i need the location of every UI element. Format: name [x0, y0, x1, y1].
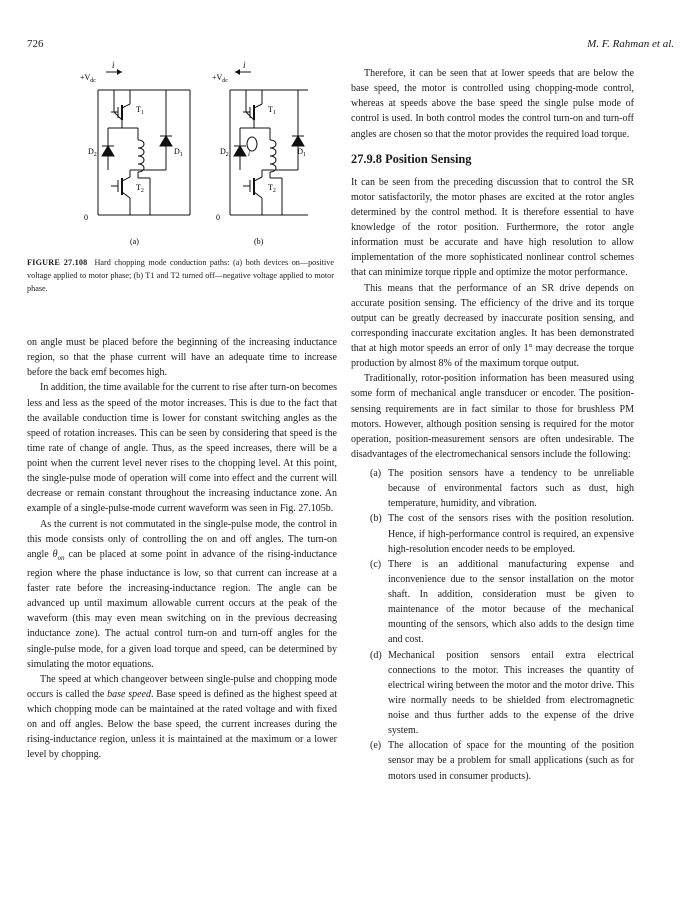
t2-label-b: T	[268, 183, 273, 192]
left-column	[27, 335, 337, 763]
left-paragraph-3: As the current is not commutated in the single-pulse mode, the control in this mode consists only of controlling the on and off angles. The turn-on angle $\theta_{on}$ can be placed at some point in advance of the rising-inductance region where the phase inductance is low, so that current can increase at a faster rate before the increasing-inductance region. The angle can be advanced up until maximum allowable current occurs at the peak of the waveform (this may even mean switching on in the previous decreasing inductance zone). The actual control turn-on and turn-off angles for the single-pulse mode, for a given load torque and speed, can be determined by simulating the motor equations.	[27, 518, 337, 670]
svg-text:+Vdc: $+V_{dc}$	[80, 73, 96, 84]
right-paragraph-3: This means that the performance of an SR drive depends on accurate position sensing. The efficiency of the drive and its torque output can be greatly decreased by inaccurate position sensing, and corresponding inaccurate excitation angles. It has been demonstrated that at high motor speeds an error of only 1° may decrease the torque production by almost 8% of the maximum torque output.	[351, 282, 634, 370]
theta-on-symbol: $\theta_{on}$	[52, 548, 65, 562]
d2-label-b: D	[220, 147, 226, 156]
svg-text:T2: $T_2$	[268, 183, 276, 194]
running-head: M. F. Rahman et al.	[587, 38, 674, 50]
left-paragraph-2: In addition, the time available for the current to rise after turn-on becomes less and less as the speed of the motor increases. This is due to the fact that the available conduction time is lower for constant switching angles as the speed of rotation increases. This can be seen by considering that speed is the time rate of change of angle. Thus, as the speed increases, there will be a point when the current level never rises to the chopping level. At this point, the single-pulse mode of operation will come into effect and the current will decrease or remain constant throughout the increasing inductance zone. An example of a single-pulse-mode current waveform was seen in Fig. 27.105b.	[27, 382, 337, 515]
d1-label-a: D	[174, 147, 180, 156]
phase-current-label: i	[248, 150, 250, 158]
right-paragraph-2: It can be seen from the preceding discussion that to control the SR motor satisfactorily, the motor phases are excited at the rotor angles determined by the control method. It is therefore essential to have knowledge of the rotor position. Furthermore, the rotor angle information must be accurate and have high resolution to allow implementation of the more sophisticated nonlinear control schemes that can minimize torque ripple and optimize the motor performance.	[351, 176, 634, 279]
zero-label-b: 0	[216, 213, 220, 222]
svg-text:D1: $D_1$	[174, 147, 183, 158]
list-item: (a) The position sensors have a tendency to be unreliable because of environmental factors such as dust, high temperature, humidity, and vibration.	[370, 468, 634, 510]
svg-text:D2: $D_2$	[220, 147, 229, 158]
circuit-figure	[78, 60, 308, 250]
current-label-b: i	[243, 60, 246, 70]
vdc-label-a: +V	[80, 73, 91, 82]
panel-a-label: (a)	[130, 237, 139, 246]
d2-label-a: D	[88, 147, 94, 156]
list-item: (e) The allocation of space for the mounting of the position sensor may be a problem for small applications (such as for motors used in consumer products).	[370, 740, 634, 782]
list-item: (d) Mechanical position sensors entail extra electrical connections to the motor. This increases the quantity of electrical wiring between the motor and the motor drive. This wire normally needs to be shielded from electromagnetic noise and thus further adds to the expense of the drive system.	[370, 649, 634, 737]
d1-label-b: D	[297, 147, 303, 156]
caption-label: FIGURE 27.108	[27, 258, 88, 267]
right-paragraph-4: Traditionally, rotor-position information has been measured using some form of mechanical angle transducer or encoder. The position-sensing requirements are in fact similar to those for brushless PM motors. However, although position sensing is required for the motor operation, position-measurement sensors are often undesirable. The disadvantages of the electromechanical sensors include the following:	[351, 373, 634, 460]
t1-label-b: T	[268, 105, 273, 114]
t2-label-a: T	[136, 183, 141, 192]
list-item: (b) The cost of the sensors rises with the position resolution. Hence, if high-performance control is required, an expensive high-resolution encoder needs to be employed.	[370, 513, 634, 555]
zero-label-a: 0	[84, 213, 88, 222]
caption-text: Hard chopping mode conduction paths: (a) both devices on—positive voltage applied to motor phase; (b) T1 and T2 turned off—negative voltage applied to motor phase.	[27, 258, 334, 294]
right-column	[351, 66, 634, 784]
section-heading: 27.9.8 Position Sensing	[351, 151, 472, 166]
panel-b-label: (b)	[254, 237, 264, 246]
svg-text:D2: $D_2$	[88, 147, 97, 158]
left-paragraph-1: on angle must be placed before the beginning of the increasing inductance region, so that the phase current will have an adequate time to increase before the back emf becomes high.	[27, 337, 337, 379]
vdc-label-b: +V	[212, 73, 223, 82]
left-paragraph-4: The speed at which changeover between single-pulse and chopping mode occurs is called the base speed. Base speed is defined as the highest speed at which chopping mode can be maintained at the rated voltage and with fixed on and off angles. Below the base speed, the current increases during the rising-inductance region, unless it is maintained at the maximum or a lower level by chopping.	[27, 673, 337, 761]
svg-text:T1: $T_1$	[136, 105, 144, 116]
page-number: 726	[27, 38, 44, 50]
list-item: (c) There is an additional manufacturing expense and inconvenience due to the sensor installation on the motor shaft. In addition, consideration must be given to maintenance of the motor because of the mechanical mounting of the sensors, which also adds to the design time and cost.	[370, 558, 634, 646]
svg-text:T2: $T_2$	[136, 183, 144, 194]
t1-label-a: T	[136, 105, 141, 114]
svg-text:D1: $D_1$	[297, 147, 306, 158]
right-paragraph-1: Therefore, it can be seen that at lower speeds that are below the base speed, the motor is controlled using chopping-mode control, whereas at speeds above the base speed the single pulse mode of control is used. In both control modes the control turn-on and turn-off angles are chosen so that the motor provides the required load torque.	[351, 68, 634, 140]
disadvantages-list	[351, 466, 634, 784]
current-label-a: i	[112, 60, 115, 70]
base-speed-term: base speed	[107, 688, 151, 700]
figure-caption	[27, 256, 334, 296]
svg-text:+Vdc: $+V_{dc}$	[212, 73, 228, 84]
svg-text:T1: $T_1$	[268, 105, 276, 116]
